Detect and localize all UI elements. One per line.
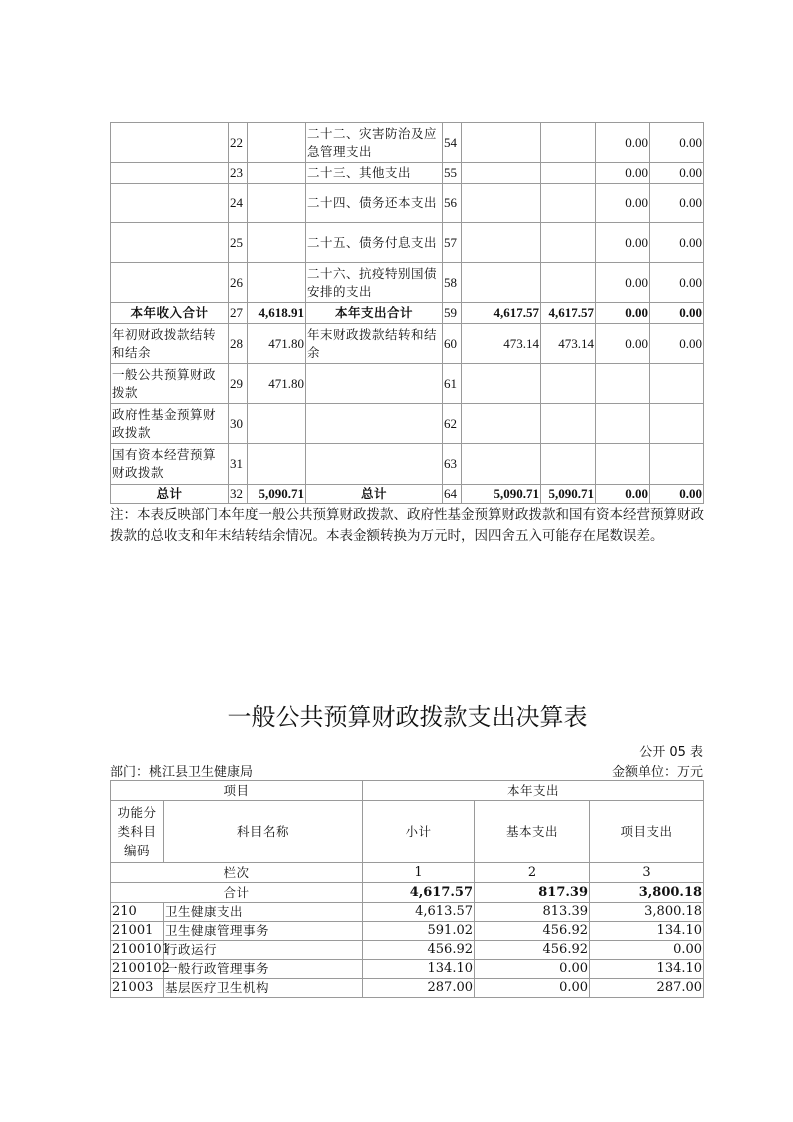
table-row xyxy=(111,303,704,324)
subtotal-amount: 591.02 xyxy=(363,922,475,941)
expense-label: 二十三、其他支出 xyxy=(306,163,443,184)
income-label xyxy=(111,263,229,303)
subject-code: 2100101 xyxy=(111,941,164,960)
expense-line-no: 62 xyxy=(443,404,462,444)
income-label: 国有资本经营预算财政拨款 xyxy=(111,444,229,485)
expense-state-capital: 0.00 xyxy=(650,184,704,223)
subject-code: 210 xyxy=(111,903,164,922)
expense-total xyxy=(462,184,541,223)
expense-general-budget xyxy=(541,123,596,163)
expense-label: 本年支出合计 xyxy=(306,303,443,324)
expense-gov-fund: 0.00 xyxy=(596,223,650,263)
table-row xyxy=(111,979,704,998)
subject-name: 卫生健康支出 xyxy=(164,903,363,922)
col-index-label: 栏次 xyxy=(111,863,363,883)
expense-label xyxy=(306,444,443,485)
expense-line-no: 61 xyxy=(443,364,462,404)
income-amount xyxy=(248,404,306,444)
income-label: 本年收入合计 xyxy=(111,303,229,324)
expense-line-no: 60 xyxy=(443,324,462,364)
col-index-3: 3 xyxy=(590,863,704,883)
expense-state-capital: 0.00 xyxy=(650,303,704,324)
table-row xyxy=(111,903,704,922)
income-line-no: 28 xyxy=(229,324,248,364)
expense-state-capital: 0.00 xyxy=(650,123,704,163)
expense-label: 总计 xyxy=(306,485,443,504)
expense-gov-fund: 0.00 xyxy=(596,263,650,303)
col-subtotal-header: 小计 xyxy=(363,801,475,863)
income-label: 总计 xyxy=(111,485,229,504)
table-row xyxy=(111,223,704,263)
income-label xyxy=(111,163,229,184)
table-row xyxy=(111,364,704,404)
expense-label: 二十二、灾害防治及应急管理支出 xyxy=(306,123,443,163)
table-row xyxy=(111,960,704,979)
expense-general-budget xyxy=(541,163,596,184)
expense-total: 4,617.57 xyxy=(462,303,541,324)
expense-line-no: 55 xyxy=(443,163,462,184)
expense-state-capital: 0.00 xyxy=(650,324,704,364)
subject-code: 21001 xyxy=(111,922,164,941)
income-amount: 4,618.91 xyxy=(248,303,306,324)
expense-gov-fund: 0.00 xyxy=(596,163,650,184)
header-expense: 本年支出 xyxy=(363,781,704,801)
expense-line-no: 56 xyxy=(443,184,462,223)
income-line-no: 25 xyxy=(229,223,248,263)
project-amount: 134.10 xyxy=(590,922,704,941)
expense-total xyxy=(462,223,541,263)
expenditure-table xyxy=(110,780,704,998)
expense-gov-fund xyxy=(596,404,650,444)
income-line-no: 26 xyxy=(229,263,248,303)
expense-state-capital: 0.00 xyxy=(650,223,704,263)
expense-state-capital xyxy=(650,364,704,404)
income-line-no: 23 xyxy=(229,163,248,184)
subject-name: 卫生健康管理事务 xyxy=(164,922,363,941)
expense-total: 5,090.71 xyxy=(462,485,541,504)
income-label: 政府性基金预算财政拨款 xyxy=(111,404,229,444)
expense-total xyxy=(462,263,541,303)
col-index-1: 1 xyxy=(363,863,475,883)
expense-total xyxy=(462,364,541,404)
col-name-header: 科目名称 xyxy=(164,801,363,863)
expense-total xyxy=(462,163,541,184)
table-row xyxy=(111,263,704,303)
subtotal-amount: 456.92 xyxy=(363,941,475,960)
income-amount xyxy=(248,223,306,263)
subtotal-amount: 287.00 xyxy=(363,979,475,998)
income-label xyxy=(111,184,229,223)
total-subtotal: 4,617.57 xyxy=(363,883,475,903)
expense-general-budget xyxy=(541,444,596,485)
subject-code: 2100102 xyxy=(111,960,164,979)
expense-general-budget: 5,090.71 xyxy=(541,485,596,504)
unit-label: 金额单位：万元 xyxy=(611,765,703,780)
expense-general-budget xyxy=(541,263,596,303)
total-basic: 817.39 xyxy=(475,883,590,903)
basic-amount: 456.92 xyxy=(475,922,590,941)
income-line-no: 30 xyxy=(229,404,248,444)
expense-label: 二十五、债务付息支出 xyxy=(306,223,443,263)
expense-gov-fund: 0.00 xyxy=(596,123,650,163)
income-amount xyxy=(248,444,306,485)
expense-label: 二十四、债务还本支出 xyxy=(306,184,443,223)
income-line-no: 31 xyxy=(229,444,248,485)
col-project-header: 项目支出 xyxy=(590,801,704,863)
table-row xyxy=(111,922,704,941)
income-amount xyxy=(248,263,306,303)
basic-amount: 813.39 xyxy=(475,903,590,922)
income-line-no: 32 xyxy=(229,485,248,504)
income-line-no: 24 xyxy=(229,184,248,223)
subject-name: 行政运行 xyxy=(164,941,363,960)
fiscal-summary-table xyxy=(110,122,704,504)
income-amount xyxy=(248,123,306,163)
expense-line-no: 63 xyxy=(443,444,462,485)
table-row xyxy=(111,941,704,960)
expense-line-no: 57 xyxy=(443,223,462,263)
income-label: 一般公共预算财政拨款 xyxy=(111,364,229,404)
table-note: 注：本表反映部门本年度一般公共预算财政拨款、政府性基金预算财政拨款和国有资本经营预算财政拨款的总收支和年末结转结余情况。本表金额转换为万元时，因四舍五入可能存在尾数误差。 xyxy=(110,507,704,544)
income-line-no: 27 xyxy=(229,303,248,324)
header-item: 项目 xyxy=(111,781,363,801)
subject-code: 21003 xyxy=(111,979,164,998)
project-amount: 134.10 xyxy=(590,960,704,979)
expense-state-capital: 0.00 xyxy=(650,485,704,504)
expense-line-no: 58 xyxy=(443,263,462,303)
expense-gov-fund: 0.00 xyxy=(596,184,650,223)
income-amount xyxy=(248,163,306,184)
expense-gov-fund xyxy=(596,364,650,404)
project-amount: 287.00 xyxy=(590,979,704,998)
income-label xyxy=(111,123,229,163)
total-label: 合计 xyxy=(111,883,363,903)
income-line-no: 29 xyxy=(229,364,248,404)
table-row xyxy=(111,485,704,504)
subtotal-amount: 4,613.57 xyxy=(363,903,475,922)
expense-total xyxy=(462,123,541,163)
expense-gov-fund: 0.00 xyxy=(596,485,650,504)
table-row xyxy=(111,324,704,364)
subject-name: 一般行政管理事务 xyxy=(164,960,363,979)
table-row xyxy=(111,163,704,184)
expense-label xyxy=(306,364,443,404)
total-project: 3,800.18 xyxy=(590,883,704,903)
expense-total: 473.14 xyxy=(462,324,541,364)
form-number: 公开 05 表 xyxy=(639,745,703,760)
income-amount xyxy=(248,184,306,223)
expense-label: 二十六、抗疫特别国债安排的支出 xyxy=(306,263,443,303)
table-row xyxy=(111,444,704,485)
income-amount: 471.80 xyxy=(248,324,306,364)
income-line-no: 22 xyxy=(229,123,248,163)
basic-amount: 0.00 xyxy=(475,960,590,979)
expense-label xyxy=(306,404,443,444)
expense-label: 年末财政拨款结转和结余 xyxy=(306,324,443,364)
basic-amount: 0.00 xyxy=(475,979,590,998)
expense-general-budget xyxy=(541,404,596,444)
basic-amount: 456.92 xyxy=(475,941,590,960)
expense-state-capital: 0.00 xyxy=(650,263,704,303)
table-row xyxy=(111,123,704,163)
subtotal-amount: 134.10 xyxy=(363,960,475,979)
table-row xyxy=(111,404,704,444)
income-label xyxy=(111,223,229,263)
expense-line-no: 54 xyxy=(443,123,462,163)
expense-gov-fund: 0.00 xyxy=(596,324,650,364)
expense-total xyxy=(462,444,541,485)
expense-general-budget: 4,617.57 xyxy=(541,303,596,324)
expense-line-no: 59 xyxy=(443,303,462,324)
col-code-header: 功能分类科目编码 xyxy=(111,801,164,863)
subject-name: 基层医疗卫生机构 xyxy=(164,979,363,998)
department-label: 部门：桃江县卫生健康局 xyxy=(110,765,254,780)
expense-general-budget xyxy=(541,223,596,263)
project-amount: 0.00 xyxy=(590,941,704,960)
page-title: 一般公共预算财政拨款支出决算表 xyxy=(227,703,588,731)
col-basic-header: 基本支出 xyxy=(475,801,590,863)
income-label: 年初财政拨款结转和结余 xyxy=(111,324,229,364)
income-amount: 471.80 xyxy=(248,364,306,404)
expense-total xyxy=(462,404,541,444)
expense-line-no: 64 xyxy=(443,485,462,504)
table-row xyxy=(111,184,704,223)
expense-general-budget xyxy=(541,184,596,223)
col-index-2: 2 xyxy=(475,863,590,883)
income-amount: 5,090.71 xyxy=(248,485,306,504)
expense-gov-fund xyxy=(596,444,650,485)
expense-general-budget xyxy=(541,364,596,404)
expense-state-capital: 0.00 xyxy=(650,163,704,184)
expense-gov-fund: 0.00 xyxy=(596,303,650,324)
expense-state-capital xyxy=(650,444,704,485)
project-amount: 3,800.18 xyxy=(590,903,704,922)
expense-state-capital xyxy=(650,404,704,444)
expense-general-budget: 473.14 xyxy=(541,324,596,364)
